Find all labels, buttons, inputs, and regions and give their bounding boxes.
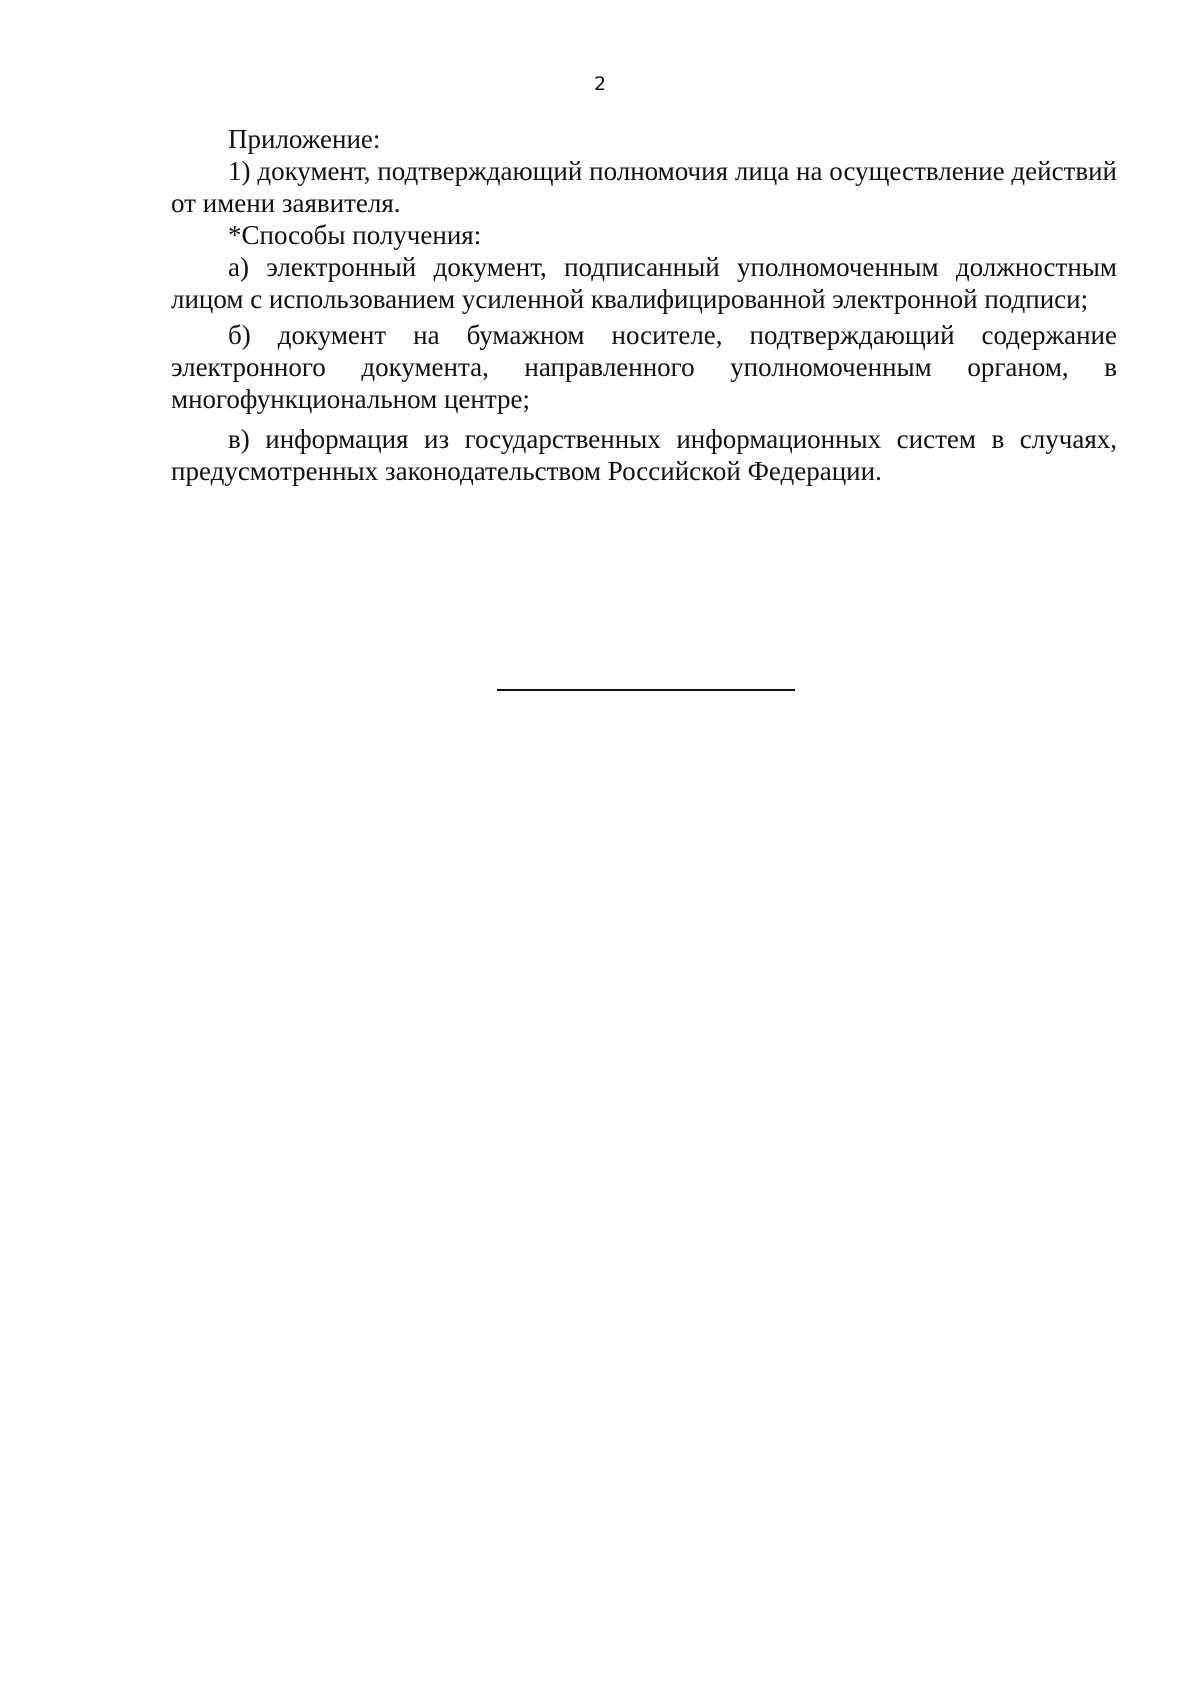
receipt-method-c: в) информация из государственных информационных систем в случаях, предусмотренных законодательством Российской Федерации. — [171, 424, 1117, 486]
receipt-method-a: а) электронный документ, подписанный уполномоченным должностным лицом с использованием усиленной квалифицированной электронной подписи; — [171, 252, 1117, 314]
page-number: 2 — [593, 73, 607, 95]
document-body — [171, 123, 1117, 487]
appendix-item-1: 1) документ, подтверждающий полномочия лица на осуществление действий от имени заявителя. — [171, 156, 1117, 218]
appendix-heading: Приложение: — [228, 124, 381, 154]
end-of-document-rule — [497, 689, 795, 691]
receipt-methods-heading: *Способы получения: — [228, 220, 482, 250]
receipt-method-b: б) документ на бумажном носителе, подтверждающий содержание электронного документа, направленного уполномоченным органом, в многофункциональном центре; — [171, 320, 1117, 414]
